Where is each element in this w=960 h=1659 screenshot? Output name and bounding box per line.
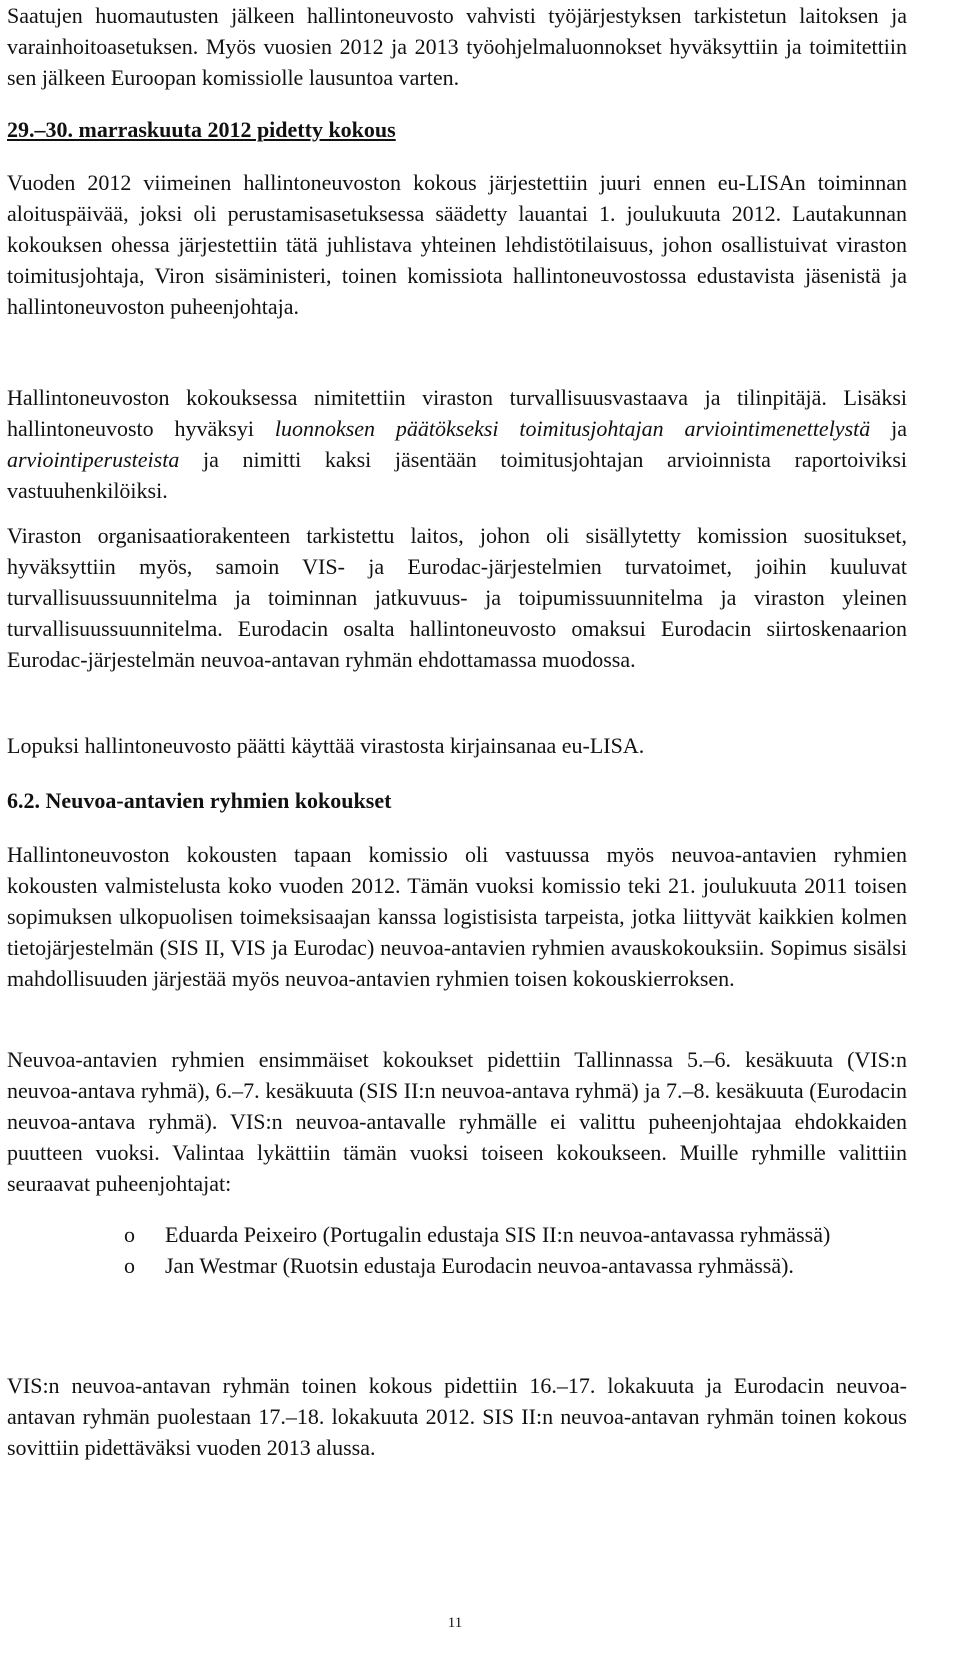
meeting-heading: 29.–30. marraskuuta 2012 pidetty kokous [7,117,396,142]
list-item-text: Jan Westmar (Ruotsin edustaja Eurodacin neuvoa-antavassa ryhmässä). [165,1253,794,1278]
paragraph-advisory-prep: Hallintoneuvoston kokousten tapaan komissio oli vastuussa myös neuvoa-antavien ryhmien kokousten valmistelusta koko vuoden 2012. Tämän vuoksi komissio teki 21. joulukuuta 2011 toisen sopimuksen ulkopuolisen toimeksisaajan kanssa logistisista tarpeista, jotka liittyvät kaikkien kolmen tietojärjestelmän (SIS II, VIS ja Eurodac) neuvoa-antavien ryhmien avauskokouksiin. Sopimus sisälsi mahdollisuuden järjestää myös neuvoa-antavien ryhmien toisen kokouskierroksen. [7,842,907,991]
section-heading: 6.2. Neuvoa-antavien ryhmien kokoukset [7,788,392,813]
page-number: 11 [447,1615,463,1631]
list-item-text: Eduarda Peixeiro (Portugalin edustaja SIS II:n neuvoa-antavassa ryhmässä) [165,1222,831,1247]
paragraph-organisation: Viraston organisaatiorakenteen tarkistettu laitos, johon oli sisällytetty komission suositukset, hyväksyttiin myös, samoin VIS- ja Eurodac-järjestelmien turvatoimet, joihin kuuluvat turvallisuussuunnitelma ja toiminnan jatkuvuus- ja toipumissuunnitelma ja viraston yleinen turvallisuussuunnitelma. Eurodacin osalta hallintoneuvosto omaksui Eurodacin siirtoskenaarion Eurodac-järjestelmän neuvoa-antavan ryhmän ehdottamassa muodossa. [7,523,907,672]
list-item [7,1250,907,1281]
list-item [7,1219,907,1250]
paragraph-appointments-mid: ja [870,416,907,441]
chairs-list [7,1219,907,1281]
paragraph-meeting-summary: Vuoden 2012 viimeinen hallintoneuvoston kokous järjestettiin juuri ennen eu-LISAn toiminnan aloituspäivää, joksi oli perustamisasetuksessa säädetty lauantai 1. joulukuuta 2012. Lautakunnan kokouksen ohessa järjestettiin tätä juhlistava yhteinen lehdistötilaisuus, johon osallistuivat viraston toimitusjohtaja, Viron sisäministeri, toinen komissiota hallintoneuvostossa edustavista jäsenistä ja hallintoneuvoston puheenjohtaja. [7,170,907,319]
paragraph-appointments-end: ja nimitti kaksi jäsentään toimitusjohtajan arvioinnista raportoiviksi vastuuhenkilöiksi. [7,447,907,503]
paragraph-advisory-meetings: Neuvoa-antavien ryhmien ensimmäiset kokoukset pidettiin Tallinnassa 5.–6. kesäkuuta (VIS:n neuvoa-antava ryhmä), 6.–7. kesäkuuta (SIS II:n neuvoa-antava ryhmä) ja 7.–8. kesäkuuta (Eurodacin neuvoa-antava ryhmä). VIS:n neuvoa-antavalle ryhmälle ei valittu puheenjohtajaa ehdokkaiden puutteen vuoksi. Valintaa lykättiin tämän vuoksi toiseen kokoukseen. Muille ryhmille valittiin seuraavat puheenjohtajat: [7,1047,907,1196]
paragraph-appointments [7,382,907,506]
paragraph-appointments-start: Hallintoneuvoston kokouksessa nimitettiin viraston turvallisuusvastaava ja tilinpitäjä. Lisäksi hallintoneuvosto hyväksyi [7,385,907,441]
paragraph-second-meetings: VIS:n neuvoa-antavan ryhmän toinen kokous pidettiin 16.–17. lokakuuta ja Eurodacin neuvoa-antavan ryhmän puolestaan 17.–18. lokakuuta 2012. SIS II:n neuvoa-antavan ryhmän toinen kokous sovittiin pidettäväksi vuoden 2013 alussa. [7,1373,907,1460]
intro-paragraph: Saatujen huomautusten jälkeen hallintoneuvosto vahvisti työjärjestyksen tarkistetun laitoksen ja varainhoitoasetuksen. Myös vuosien 2012 ja 2013 työohjelmaluonnokset hyväksyttiin ja toimitettiin sen jälkeen Euroopan komissiolle lausuntoa varten. [7,3,907,90]
bullet-marker: o [124,1253,135,1278]
bullet-marker: o [124,1222,135,1247]
paragraph-acronym: Lopuksi hallintoneuvosto päätti käyttää virastosta kirjainsanaa eu-LISA. [7,733,645,758]
paragraph-appointments-italic-2: arviointiperusteista [7,447,180,472]
paragraph-appointments-italic-1: luonnoksen päätökseksi toimitusjohtajan arviointimenettelystä [274,416,871,441]
